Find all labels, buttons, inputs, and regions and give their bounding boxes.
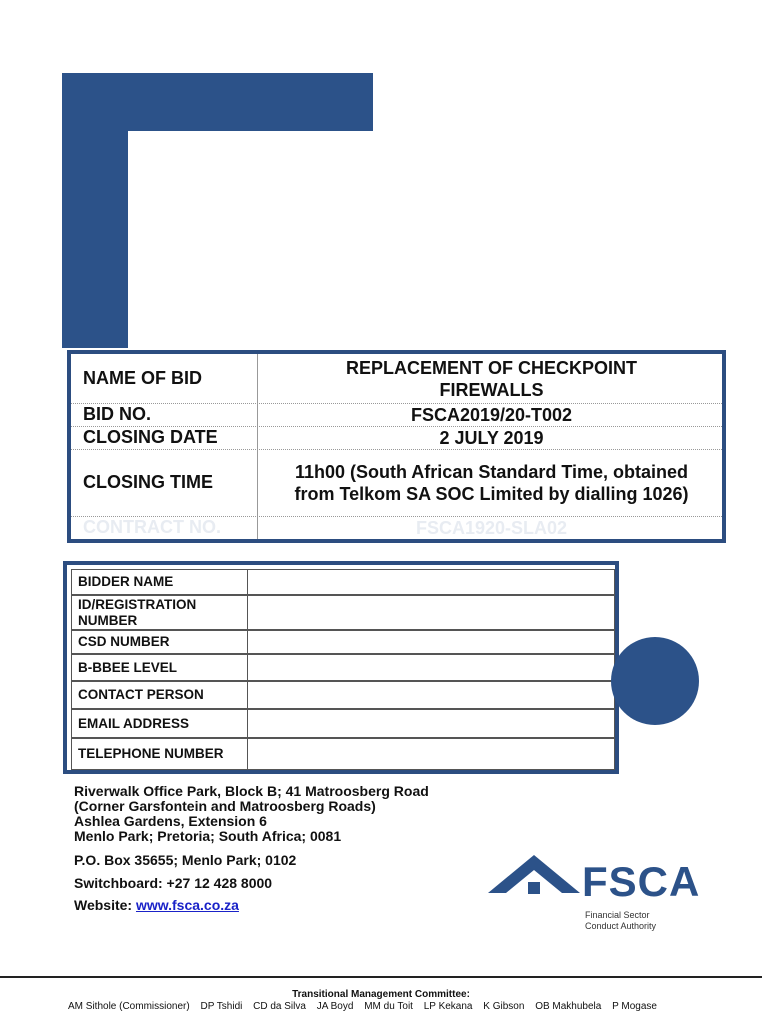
address-line: Riverwalk Office Park, Block B; 41 Matroosberg Road — [74, 783, 429, 799]
registration-number-input[interactable] — [247, 595, 615, 630]
committee-member: K Gibson — [483, 1001, 525, 1012]
bidder-row — [71, 595, 615, 630]
footer-divider — [0, 976, 762, 978]
decorative-circle — [611, 637, 699, 725]
contact-person-input[interactable] — [247, 681, 615, 709]
committee-member: JA Boyd — [316, 1001, 354, 1012]
website-link[interactable]: www.fsca.co.za — [135, 897, 239, 913]
fsca-logo — [488, 851, 720, 935]
bidder-row — [71, 681, 615, 709]
bid-label: CLOSING DATE — [83, 427, 218, 447]
bidder-name-input[interactable] — [247, 569, 615, 595]
committee-member: AM Sithole (Commissioner) — [68, 1001, 190, 1012]
logo-wordmark: FSCA — [582, 858, 701, 905]
committee-member: CD da Silva — [253, 1001, 306, 1012]
bid-row-closing-date — [71, 426, 722, 450]
address-line: Menlo Park; Pretoria; South Africa; 0081 — [74, 828, 342, 844]
bidder-row — [71, 569, 615, 595]
bid-label: NAME OF BID — [83, 368, 202, 388]
address-line: (Corner Garsfontein and Matroosberg Roads) — [74, 798, 376, 814]
bbbee-level-input[interactable] — [247, 654, 615, 681]
bid-details-table — [67, 350, 726, 543]
po-box: P.O. Box 35655; Menlo Park; 0102 — [74, 852, 297, 868]
bid-value: FSCA2019/20-T002 — [410, 404, 573, 425]
bid-value: 11h00 (South African Standard Time, obtained from Telkom SA SOC Limited by dialling 1026) — [294, 461, 689, 504]
csd-number-input[interactable] — [247, 630, 615, 654]
committee-member: LP Kekana — [423, 1001, 473, 1012]
committee-member: DP Tshidi — [200, 1001, 243, 1012]
house-icon — [488, 853, 580, 903]
email-address-input[interactable] — [247, 709, 615, 738]
bid-label: BID NO. — [83, 404, 152, 424]
telephone-number-input[interactable] — [247, 738, 615, 770]
bidder-field-label: ID/REGISTRATION NUMBER — [71, 595, 247, 630]
bidder-row — [71, 630, 615, 654]
bidder-field-label: BIDDER NAME — [71, 569, 247, 595]
bidder-field-label: B-BBEE LEVEL — [71, 654, 247, 681]
bid-value: FSCA1920-SLA02 — [415, 517, 568, 538]
committee-member: MM du Toit — [364, 1001, 413, 1012]
bidder-field-label: CONTACT PERSON — [71, 681, 247, 709]
logo-subtitle-line: Financial Sector — [585, 910, 650, 920]
bid-value: 2 JULY 2019 — [439, 427, 544, 448]
bidder-field-label: TELEPHONE NUMBER — [71, 738, 247, 770]
bid-row-number — [71, 403, 722, 427]
bid-row-closing-time — [71, 449, 722, 517]
switchboard: Switchboard: +27 12 428 8000 — [74, 875, 273, 891]
cover-bar-vertical — [62, 73, 128, 348]
logo-subtitle-line: Conduct Authority — [585, 921, 657, 931]
bid-row-contract — [71, 516, 722, 539]
bid-label: CLOSING TIME — [83, 472, 213, 492]
committee-member: OB Makhubela — [535, 1001, 602, 1012]
website-row — [74, 898, 239, 913]
committee-member: P Mogase — [612, 1001, 657, 1012]
bidder-field-label: CSD NUMBER — [71, 630, 247, 654]
bid-value: REPLACEMENT OF CHECKPOINT FIREWALLS — [345, 357, 637, 400]
website-label: Website: — [74, 897, 133, 913]
footer-members — [68, 1001, 665, 1012]
bidder-info-table — [63, 561, 619, 774]
bidder-row — [71, 654, 615, 681]
bidder-field-label: EMAIL ADDRESS — [71, 709, 247, 738]
bidder-row — [71, 709, 615, 738]
bidder-row — [71, 738, 615, 770]
footer-title: Transitional Management Committee: — [292, 989, 470, 1000]
bid-label: CONTRACT NO. — [83, 517, 221, 537]
logo-subtitle — [585, 910, 656, 932]
address-line: Ashlea Gardens, Extension 6 — [74, 813, 267, 829]
bid-row-name — [71, 354, 722, 404]
